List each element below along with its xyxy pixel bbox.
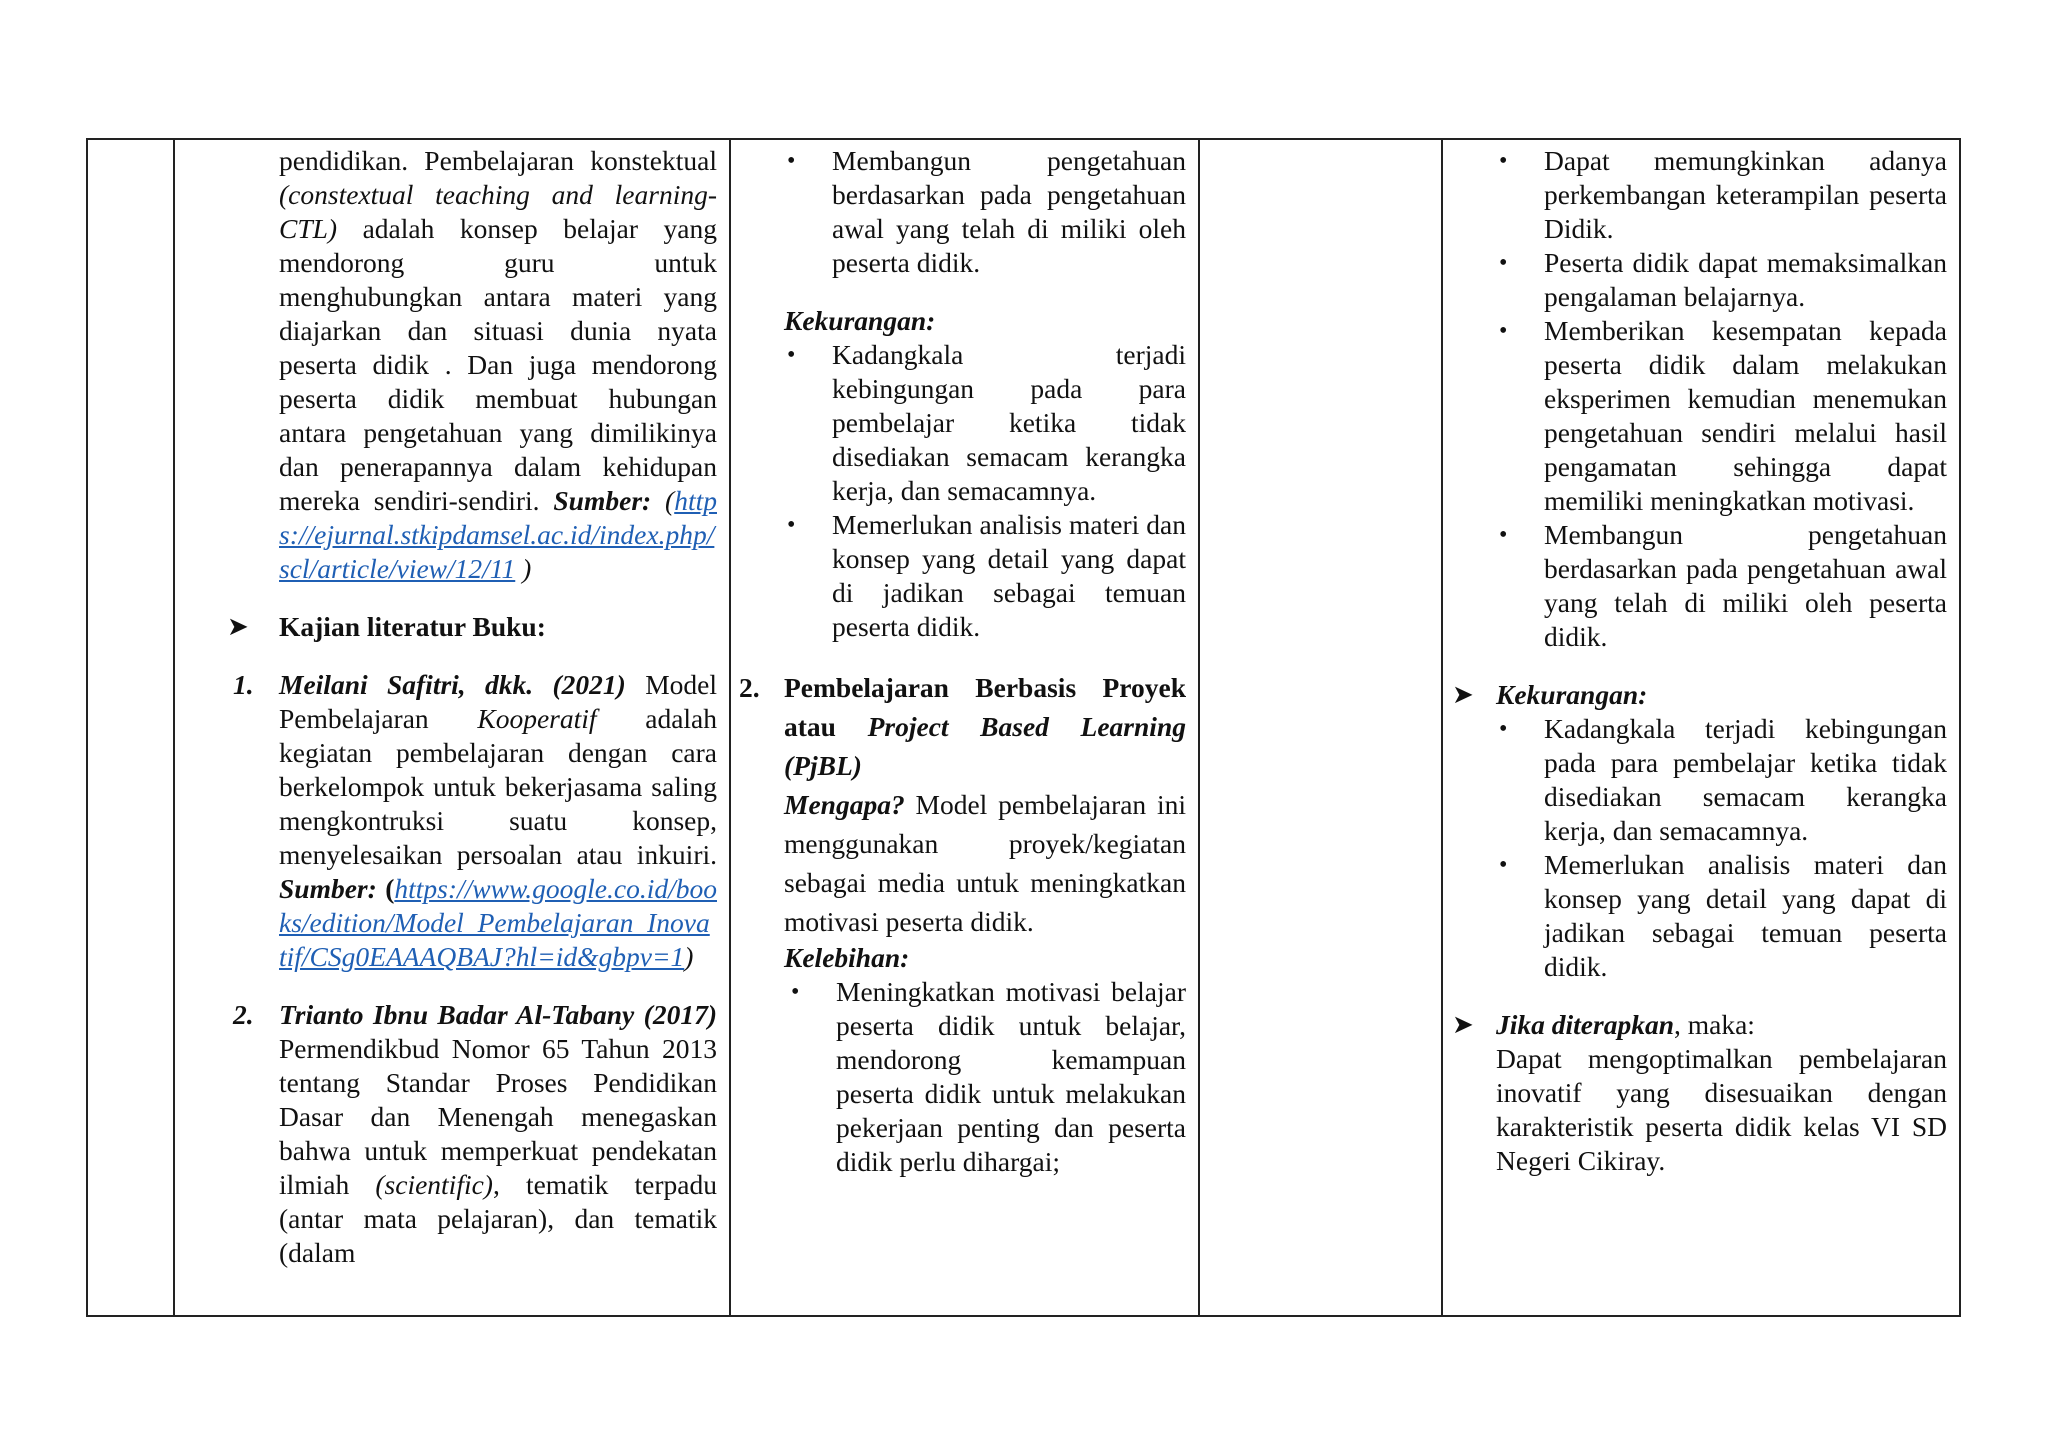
kekurangan-heading: Kekurangan: bbox=[784, 305, 936, 336]
list-item: 2. Trianto Ibnu Badar Al-Tabany (2017) Permendikbud Nomor 65 Tahun 2013 tentang Standar Proses Pendidikan Dasar dan Menengah menegaskan bahwa untuk memperkuat pendekatan ilmiah (scientific), tematik terpadu (antar mata pelajaran), dan tematik (dalam bbox=[233, 999, 717, 1268]
table-row bbox=[87, 139, 1960, 1316]
arrow-bullet-icon: ➤ bbox=[1452, 1010, 1474, 1040]
list-item: • Peserta didik dapat memaksimalkan pengalaman belajarnya. bbox=[1544, 246, 1947, 314]
list-item: • Meningkatkan motivasi belajar peserta didik untuk belajar, mendorong kemampuan peserta didik untuk melakukan pekerjaan penting dan peserta didik perlu dihargai; bbox=[836, 975, 1186, 1179]
heading-buku: ➤ Kajian literatur Buku: bbox=[227, 611, 546, 642]
source-link-google-books[interactable]: https://www.google.co.id/books/edition/Model_Pembelajaran_Inovatif/CSg0EAAAQBAJ?hl=id&gbpv=1 bbox=[279, 873, 717, 972]
intro-paragraph: pendidikan. Pembelajaran konstektual (constextual teaching and learning-CTL) adalah konsep belajar yang mendorong guru untuk menghubungkan antara materi yang diajarkan dan situasi dunia nyata peserta didik . Dan juga mendorong peserta didik membuat hubungan antara pengetahuan yang dimilikinya dan penerapannya dalam kehidupan mereka sendiri-sendiri. Sumber: (https://ejurnal.stkipdamsel.ac.id/index.php/scl/article/view/12/11 ) bbox=[279, 145, 717, 584]
kelebihan-list bbox=[836, 975, 1186, 1179]
list-item: • Membangun pengetahuan berdasarkan pada pengetahuan awal yang telah di miliki oleh peserta didik. bbox=[1544, 518, 1947, 654]
content-table bbox=[86, 138, 1961, 1317]
list-item: • Kadangkala terjadi kebingungan pada para pembelajar ketika tidak disediakan semacam kerangka kerja, dan semacamnya. bbox=[832, 338, 1186, 508]
source-link-ejurnal[interactable]: https://ejurnal.stkipdamsel.ac.id/index.php/scl/article/view/12/11 bbox=[279, 485, 717, 584]
section-heading-pjbl: 2. Pembelajaran Berbasis Proyek atau Project Based Learning (PjBL) Mengapa? Model pembelajaran ini menggunakan proyek/kegiatan sebagai media untuk meningkatkan motivasi peserta didik. bbox=[739, 672, 1186, 937]
list-item: • Memerlukan analisis materi dan konsep yang detail yang dapat di jadikan sebagai temuan peserta didik. bbox=[1544, 848, 1947, 984]
cell-empty bbox=[1199, 139, 1442, 1316]
cell-model-analysis bbox=[730, 139, 1199, 1316]
list-item: • Memberikan kesempatan kepada peserta didik dalam melakukan eksperimen kemudian menemukan pengetahuan sendiri melalui hasil pengamatan sehingga dapat memiliki meningkatkan motivasi. bbox=[1544, 314, 1947, 518]
list-item: • Membangun pengetahuan berdasarkan pada pengetahuan awal yang telah di miliki oleh peserta didik. bbox=[832, 144, 1186, 280]
kekurangan-heading: ➤ Kekurangan: bbox=[1452, 679, 1648, 710]
kekurangan-list bbox=[832, 338, 1186, 644]
list-item: • Kadangkala terjadi kebingungan pada para pembelajar ketika tidak disediakan semacam kerangka kerja, dan semacamnya. bbox=[1544, 712, 1947, 848]
list-item: 1. Meilani Safitri, dkk. (2021) Model Pembelajaran Kooperatif adalah kegiatan pembelajaran dengan cara berkelompok untuk bekerjasama saling mengkontruksi suatu konsep, menyelesaikan persoalan atau inkuiri. Sumber: (https://www.google.co.id/books/edition/Model_Pembelajaran_Inovatif/CSg0EAAAQBAJ?hl=id&gbpv=1) bbox=[233, 669, 717, 972]
list-item: • Memerlukan analisis materi dan konsep yang detail yang dapat di jadikan sebagai temuan peserta didik. bbox=[832, 508, 1186, 644]
cell-number bbox=[87, 139, 174, 1316]
jika-paragraph: Dapat mengoptimalkan pembelajaran inovatif yang disesuaikan dengan karakteristik peserta didik kelas VI SD Negeri Cikiray. bbox=[1496, 1043, 1947, 1176]
cell-literature bbox=[174, 139, 730, 1316]
arrow-bullet-icon: ➤ bbox=[1452, 680, 1474, 710]
list-item: • Dapat memungkinkan adanya perkembangan keterampilan peserta Didik. bbox=[1544, 144, 1947, 246]
bullet-list-top bbox=[832, 144, 1186, 280]
cell-conclusion bbox=[1442, 139, 1960, 1316]
arrow-bullet-icon: ➤ bbox=[227, 612, 249, 642]
jika-heading: ➤ Jika diterapkan, maka: bbox=[1452, 1009, 1755, 1040]
kelebihan-heading: Kelebihan: bbox=[784, 942, 910, 973]
bullet-list-top bbox=[1544, 144, 1947, 654]
kekurangan-list bbox=[1544, 712, 1947, 984]
